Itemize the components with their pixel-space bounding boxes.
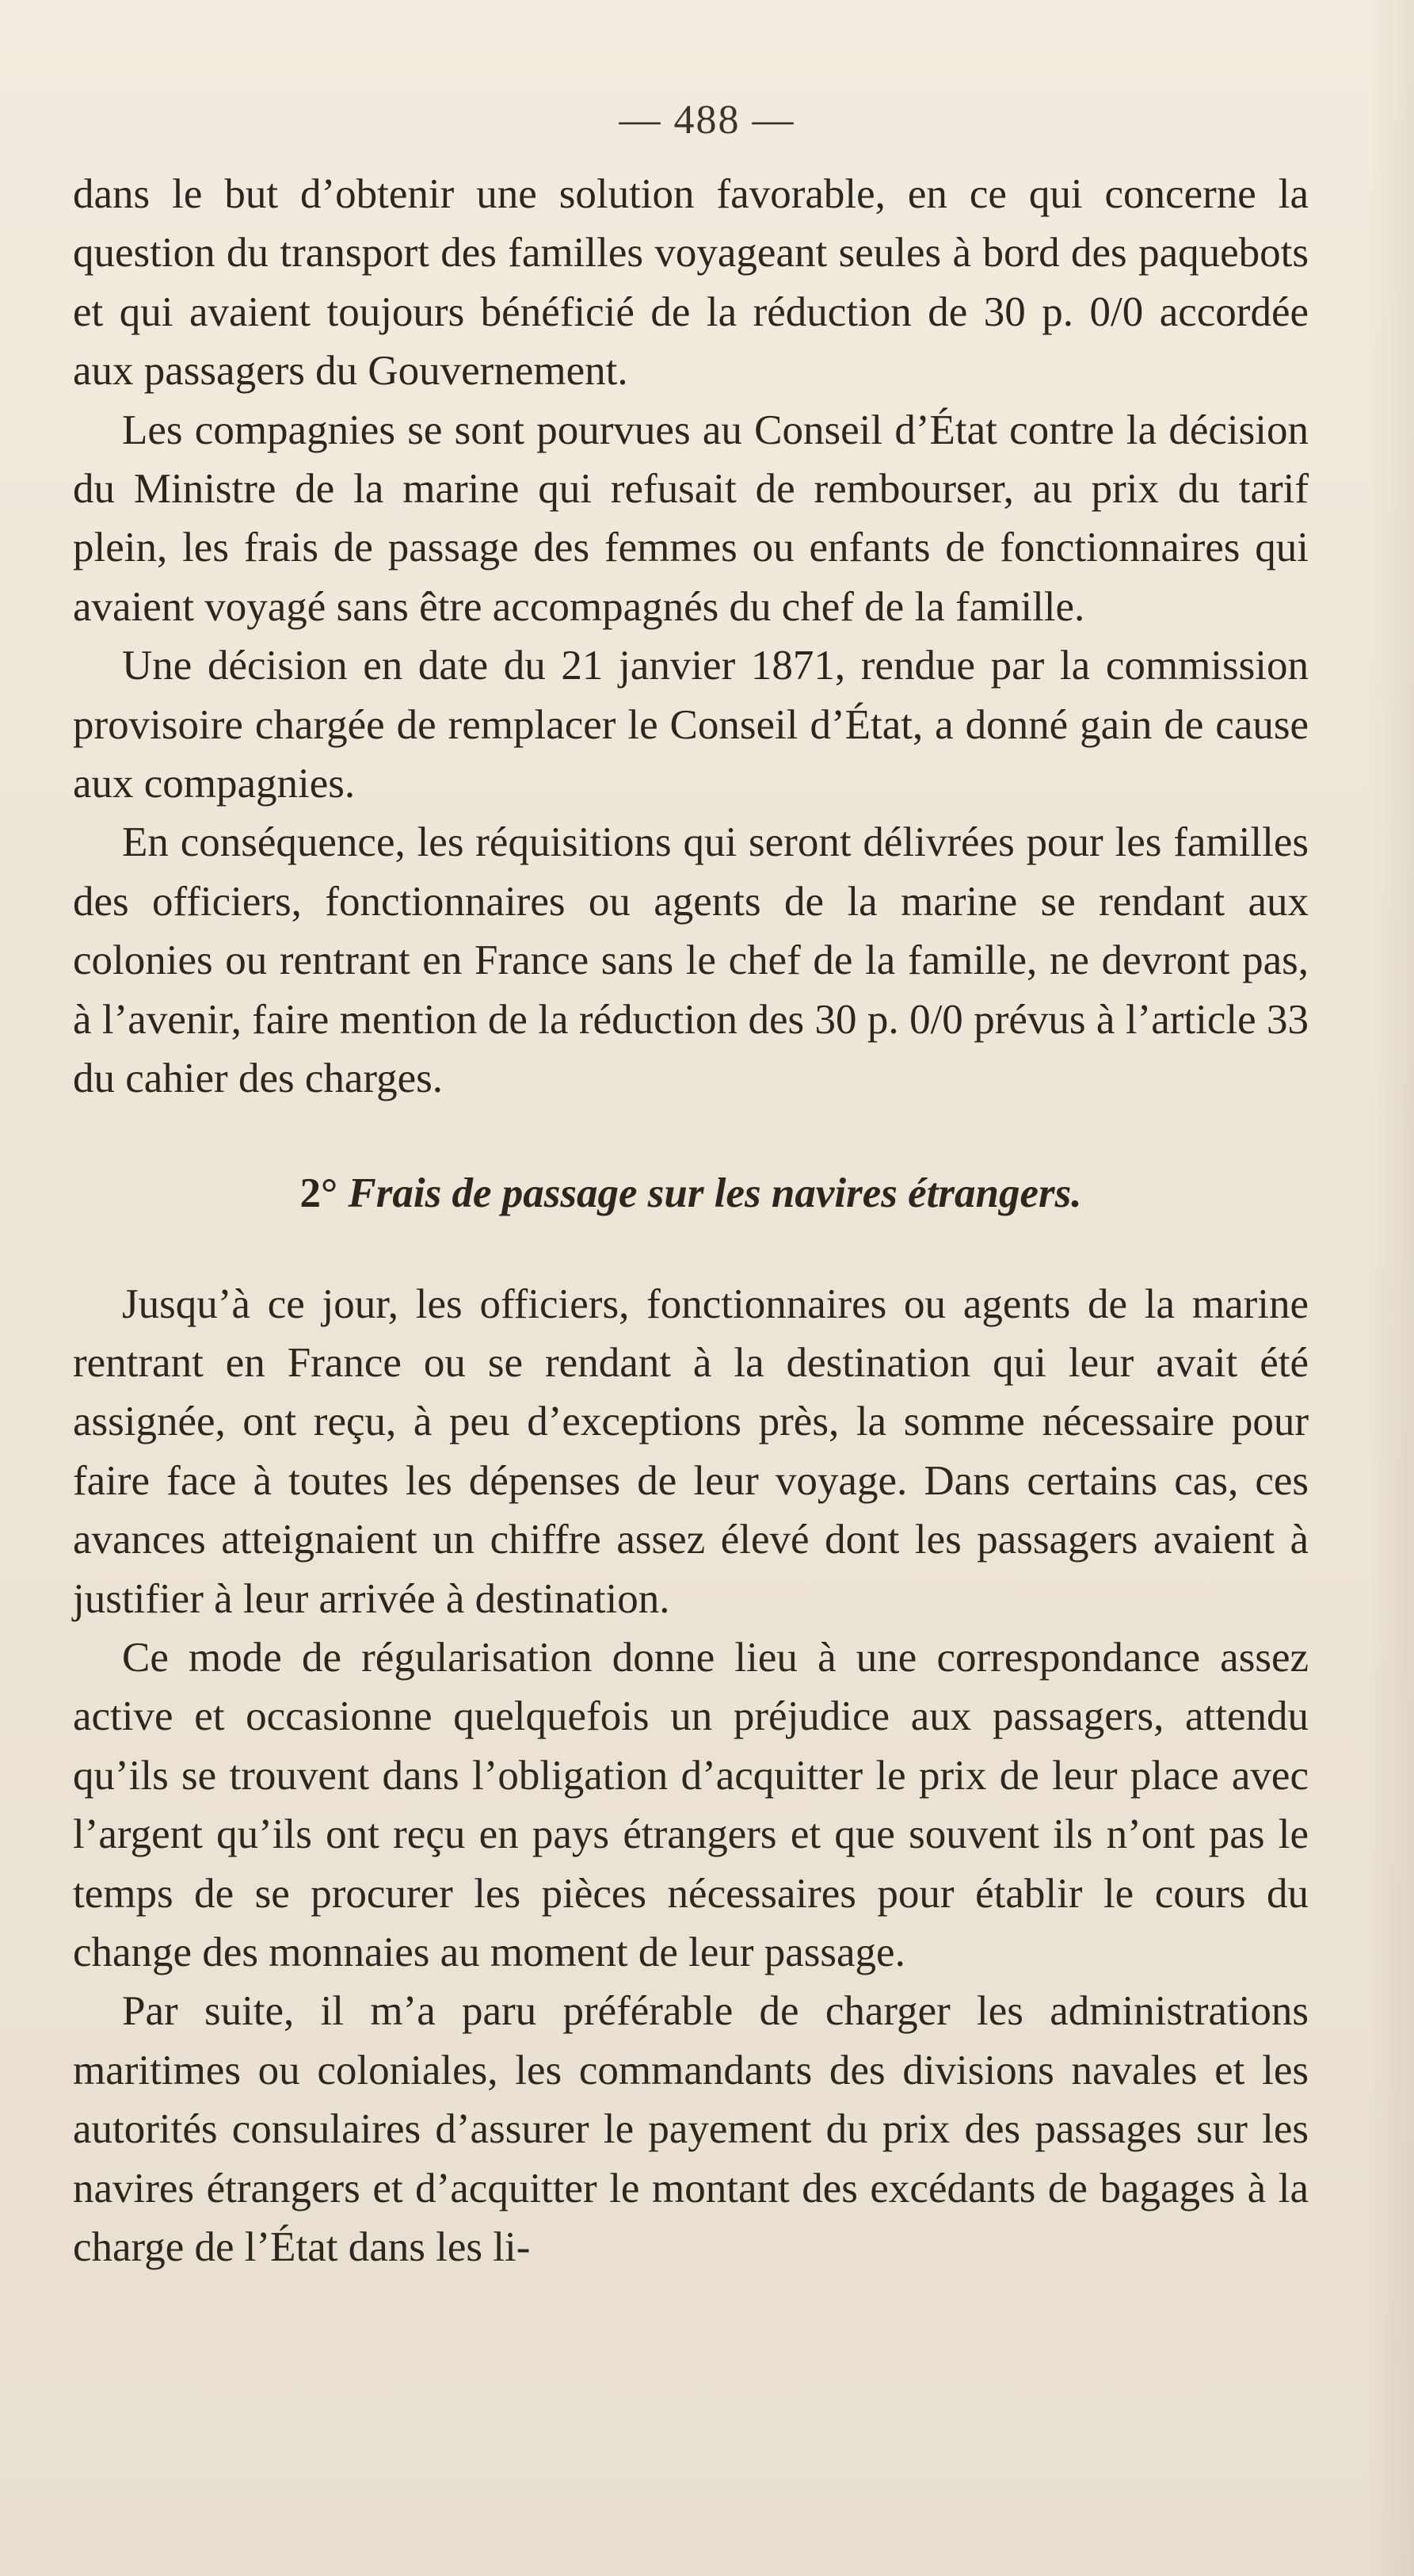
section-heading <box>73 1164 1309 1223</box>
paragraph-par-suite: Par suite, il m’a paru préférable de charger les administrations maritimes ou coloniales, les commandants des divisions navales et les autorités consulaires d’assurer le payement du prix des passages sur les navires étrangers et d’acquitter le montant des excédants de bagages à la charge de l’État dans les li- <box>73 1988 1309 2270</box>
body-text <box>73 165 1309 2276</box>
page-edge-shadow <box>1366 0 1414 2576</box>
page-number: — 488 — <box>619 97 795 143</box>
paragraph-compagnies-recours: Les compagnies se sont pourvues au Conseil d’État contre la décision du Ministre de la marine qui refusait de rembourser, au prix du tarif plein, les frais de passage des femmes ou enfants de fonctionnaires qui avaient voyagé sans être accompagnés du chef de la famille. <box>73 406 1309 630</box>
section-number: 2° <box>299 1170 338 1216</box>
paragraph-consequence: En conséquence, les réquisitions qui seront délivrées pour les familles des officiers, fonctionnaires ou agents de la marine se rendant aux colonies ou rentrant en France sans le chef de la famille, ne devront pas, à l’avenir, faire mention de la réduction des 30 p. 0/0 prévus à l’article 33 du cahier des charges. <box>73 819 1309 1102</box>
paragraph-mode-regularisation: Ce mode de régularisation donne lieu à une correspondance assez active et occasionne quelquefois un préjudice aux passagers, attendu qu’ils se trouvent dans l’obligation d’acquitter le prix de leur place avec l’argent qu’ils ont reçu en pays étrangers et que souvent ils n’ont pas le temps de se procurer les pièces nécessaires pour établir le cours du change des monnaies au moment de leur passage. <box>73 1634 1309 1975</box>
paragraph-jusqua-ce-jour: Jusqu’à ce jour, les officiers, fonctionnaires ou agents de la marine rentrant en France ou se rendant à la destination qui leur avait été assignée, ont reçu, à peu d’exceptions près, la somme nécessaire pour faire face à toutes les dépenses de leur voyage. Dans certains cas, ces avances atteignaient un chiffre assez élevé dont les passagers avaient à justifier à leur arrivée à destination. <box>73 1280 1309 1622</box>
section-title-text: Frais de passage sur les navires étrangers. <box>348 1170 1082 1216</box>
paragraph-decision-1871: Une décision en date du 21 janvier 1871, rendue par la commission provisoire chargée de remplacer le Conseil d’État, a donné gain de cause aux compagnies. <box>73 643 1309 807</box>
paragraph-continuation: dans le but d’obtenir une solution favorable, en ce qui concerne la question du transport des familles voyageant seules à bord des paquebots et qui avaient toujours bénéficié de la réduction de 30 p. 0/0 accordée aux passagers du Gouvernement. <box>73 171 1309 395</box>
